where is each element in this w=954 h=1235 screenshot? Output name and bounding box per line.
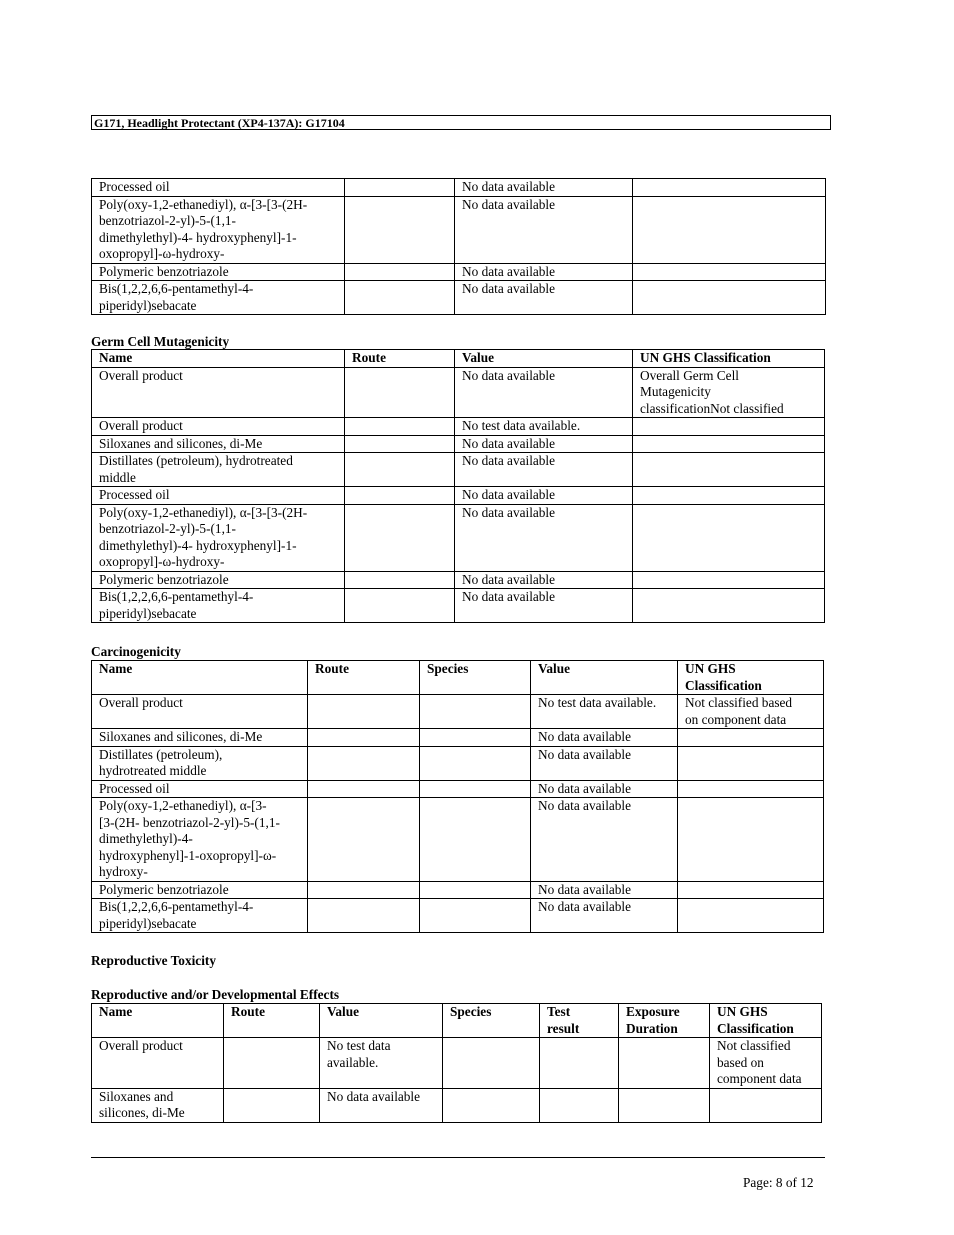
table-cell: Siloxanes and silicones, di-Me [92, 1088, 224, 1122]
table-cell: Siloxanes and silicones, di-Me [92, 435, 345, 453]
table-row [92, 435, 825, 453]
table-row [92, 453, 825, 487]
column-header: Route [345, 350, 455, 368]
table-cell [345, 435, 455, 453]
document-header: G171, Headlight Protectant (XP4-137A): G17104 [91, 115, 831, 130]
table-cell [678, 729, 824, 747]
column-header: Route [308, 661, 420, 695]
table-cell [619, 1038, 710, 1089]
table-cell [420, 695, 531, 729]
table-cell [420, 780, 531, 798]
continued-table [91, 178, 826, 315]
column-header: Name [92, 661, 308, 695]
table-row [92, 179, 826, 197]
table-cell [633, 487, 825, 505]
table-cell: Overall product [92, 1038, 224, 1089]
table-cell [345, 418, 455, 436]
table-cell: No data available [320, 1088, 443, 1122]
table-cell: Distillates (petroleum), hydrotreated middle [92, 453, 345, 487]
table-row [92, 695, 824, 729]
page-number: Page: 8 of 12 [743, 1175, 814, 1190]
table-cell: No data available [531, 881, 678, 899]
table-cell [308, 729, 420, 747]
table-cell [443, 1038, 540, 1089]
table-cell [678, 899, 824, 933]
table-cell [308, 695, 420, 729]
table-cell [308, 746, 420, 780]
table-row [92, 589, 825, 623]
table-row [92, 196, 826, 263]
table-cell [420, 798, 531, 882]
table-cell [420, 899, 531, 933]
table-row [92, 1038, 822, 1089]
table-cell: No data available [531, 798, 678, 882]
table-cell [678, 746, 824, 780]
table-cell [224, 1088, 320, 1122]
table-cell: No data available [531, 729, 678, 747]
reproductive-subtitle: Reproductive and/or Developmental Effects [91, 987, 340, 1002]
table-row [92, 367, 825, 418]
table-cell: No data available [455, 435, 633, 453]
table-row [92, 1088, 822, 1122]
table-cell [633, 589, 825, 623]
table-cell [678, 780, 824, 798]
germ-cell-title: Germ Cell Mutagenicity [91, 334, 230, 349]
table-cell [345, 504, 455, 571]
table-cell [308, 881, 420, 899]
table-cell [345, 196, 455, 263]
table-cell: Processed oil [92, 487, 345, 505]
table-row [92, 281, 826, 315]
column-header: UN GHS Classification [678, 661, 824, 695]
table-cell: Overall product [92, 695, 308, 729]
table-cell: Poly(oxy-1,2-ethanediyl), α-[3-[3-(2H- benzotriazol-2-yl)-5-(1,1- dimethylethyl)-4- hydroxyphenyl]-1- oxopropyl]-ω-hydroxy- [92, 504, 345, 571]
table-cell: Overall Germ Cell Mutagenicity classificationNot classified [633, 367, 825, 418]
table-cell: No data available [455, 196, 633, 263]
table-row [92, 729, 824, 747]
table-cell: Processed oil [92, 780, 308, 798]
carcinogenicity-table [91, 660, 824, 933]
table-cell: No data available [455, 453, 633, 487]
table-row [92, 418, 825, 436]
table-cell [633, 504, 825, 571]
table-cell [540, 1038, 619, 1089]
column-header: Value [320, 1004, 443, 1038]
table-cell [345, 263, 455, 281]
table-cell: Poly(oxy-1,2-ethanediyl), α-[3-[3-(2H- benzotriazol-2-yl)-5-(1,1- dimethylethyl)-4- hydroxyphenyl]-1- oxopropyl]-ω-hydroxy- [92, 196, 345, 263]
table-cell: No data available [455, 571, 633, 589]
column-header: Exposure Duration [619, 1004, 710, 1038]
table-cell [633, 453, 825, 487]
table-cell: Overall product [92, 367, 345, 418]
table-cell [619, 1088, 710, 1122]
table-cell [420, 746, 531, 780]
table-cell [678, 881, 824, 899]
table-cell [345, 281, 455, 315]
table-cell: Bis(1,2,2,6,6-pentamethyl-4- piperidyl)sebacate [92, 281, 345, 315]
table-cell: Bis(1,2,2,6,6-pentamethyl-4- piperidyl)sebacate [92, 589, 345, 623]
table-cell [420, 729, 531, 747]
table-cell [308, 798, 420, 882]
table-cell [678, 798, 824, 882]
table-row [92, 899, 824, 933]
table-cell: No data available [455, 263, 633, 281]
column-header: Test result [540, 1004, 619, 1038]
table-cell [345, 589, 455, 623]
table-cell: No data available [455, 487, 633, 505]
table-cell: Not classified based on component data [678, 695, 824, 729]
table-cell: No data available [455, 281, 633, 315]
table-cell [633, 435, 825, 453]
table-row [92, 487, 825, 505]
reproductive-title: Reproductive Toxicity [91, 953, 216, 968]
table-cell: No test data available. [455, 418, 633, 436]
column-header: Name [92, 1004, 224, 1038]
table-cell: Polymeric benzotriazole [92, 263, 345, 281]
table-cell: Not classified based on component data [710, 1038, 822, 1089]
column-header: Species [443, 1004, 540, 1038]
table-cell [224, 1038, 320, 1089]
table-cell [308, 780, 420, 798]
table-cell: Processed oil [92, 179, 345, 197]
table-cell: Overall product [92, 418, 345, 436]
table-cell [540, 1088, 619, 1122]
table-cell [345, 453, 455, 487]
table-row [92, 798, 824, 882]
table-row [92, 780, 824, 798]
table-cell [443, 1088, 540, 1122]
column-header: Name [92, 350, 345, 368]
table-cell [345, 179, 455, 197]
table-cell: No test data available. [320, 1038, 443, 1089]
table-row [92, 263, 826, 281]
table-cell: No data available [455, 179, 633, 197]
table-cell [633, 263, 826, 281]
table-cell: Siloxanes and silicones, di-Me [92, 729, 308, 747]
table-cell [345, 367, 455, 418]
table-row [92, 746, 824, 780]
table-cell: Polymeric benzotriazole [92, 571, 345, 589]
column-header: Route [224, 1004, 320, 1038]
table-cell: No data available [531, 746, 678, 780]
footer-divider [91, 1157, 825, 1158]
table-cell: No data available [455, 367, 633, 418]
column-header: UN GHS Classification [710, 1004, 822, 1038]
column-header: Species [420, 661, 531, 695]
table-cell [633, 179, 826, 197]
table-cell: No data available [455, 504, 633, 571]
table-cell [710, 1088, 822, 1122]
table-cell [420, 881, 531, 899]
carcinogenicity-title: Carcinogenicity [91, 644, 181, 659]
table-row [92, 504, 825, 571]
column-header: UN GHS Classification [633, 350, 825, 368]
table-cell [633, 196, 826, 263]
table-cell [633, 571, 825, 589]
column-header: Value [455, 350, 633, 368]
table-cell: Bis(1,2,2,6,6-pentamethyl-4- piperidyl)sebacate [92, 899, 308, 933]
table-cell [345, 571, 455, 589]
table-cell: Polymeric benzotriazole [92, 881, 308, 899]
table-cell: No data available [455, 589, 633, 623]
table-row [92, 571, 825, 589]
table-cell: Distillates (petroleum), hydrotreated middle [92, 746, 308, 780]
column-header: Value [531, 661, 678, 695]
table-cell [308, 899, 420, 933]
table-cell: No data available [531, 780, 678, 798]
table-cell [345, 487, 455, 505]
table-cell [633, 281, 826, 315]
table-cell: Poly(oxy-1,2-ethanediyl), α-[3- [3-(2H- benzotriazol-2-yl)-5-(1,1- dimethylethyl)-4- hydroxyphenyl]-1-oxopropyl]-ω- hydroxy- [92, 798, 308, 882]
reproductive-table [91, 1003, 822, 1123]
table-row [92, 881, 824, 899]
table-cell: No data available [531, 899, 678, 933]
table-cell: No test data available. [531, 695, 678, 729]
germ-cell-table [91, 349, 825, 623]
table-cell [633, 418, 825, 436]
